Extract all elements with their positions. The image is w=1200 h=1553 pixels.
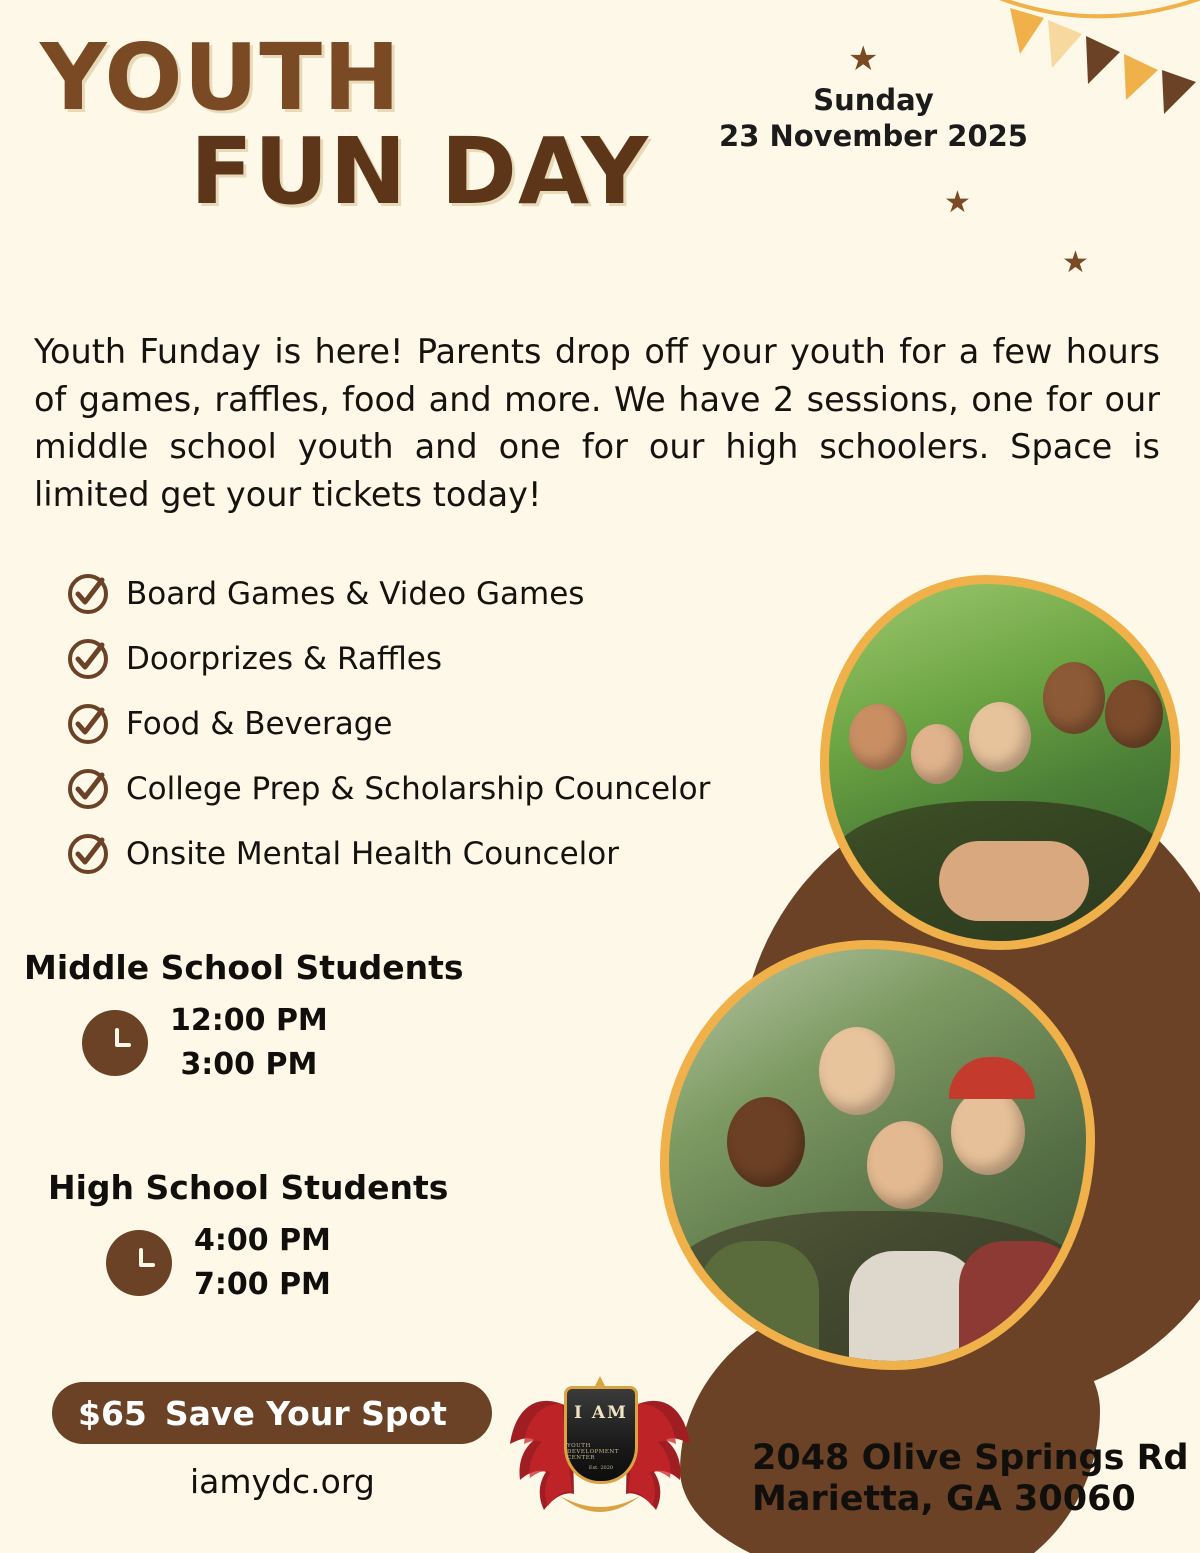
clock-icon (106, 1230, 172, 1296)
website-link[interactable]: iamydc.org (190, 1462, 375, 1501)
logo-subtitle: YOUTH DEVELOPMENT CENTER (567, 1443, 619, 1461)
clock-icon (82, 1010, 148, 1076)
feature-label: College Prep & Scholarship Councelor (126, 771, 711, 807)
feature-label: Doorprizes & Raffles (126, 641, 443, 677)
cta-label: Save Your Spot (164, 1393, 447, 1433)
session-start-time: 4:00 PM (194, 1223, 331, 1258)
crest-shield (564, 1386, 638, 1484)
logo-initials: I AM (574, 1403, 628, 1423)
intro-paragraph: Youth Funday is here! Parents drop off your youth for a few hours of games, raffles, food and more. We have 2 sessions, one for our middle school youth and one for our high schoolers. Space is limited get your tickets today! (34, 332, 1160, 514)
list-item (66, 702, 710, 746)
logo-established: Est. 2020 (588, 1465, 614, 1471)
event-date-full: 23 November 2025 (719, 119, 1028, 154)
list-item (66, 572, 710, 616)
check-circle-icon (66, 637, 110, 681)
event-date (719, 82, 1028, 155)
flyer-title (40, 24, 649, 226)
session-title: High School Students (48, 1168, 449, 1207)
feature-list (66, 572, 710, 897)
session-middle-school (24, 948, 464, 1086)
venue-address (752, 1438, 1189, 1521)
check-circle-icon (66, 832, 110, 876)
title-line-2: FUN DAY (190, 118, 649, 226)
list-item (66, 832, 710, 876)
check-circle-icon (66, 572, 110, 616)
feature-label: Food & Beverage (126, 706, 393, 742)
photo-teens-group (660, 940, 1095, 1370)
star-icon: ★ (1062, 245, 1089, 280)
list-item (66, 637, 710, 681)
session-title: Middle School Students (24, 948, 464, 987)
photo-children-hands-together (820, 575, 1180, 950)
session-start-time: 12:00 PM (170, 1003, 328, 1038)
star-icon: ★ (848, 39, 879, 79)
event-day: Sunday (813, 83, 934, 117)
address-line-1: 2048 Olive Springs Rd (752, 1438, 1189, 1478)
session-end-time: 3:00 PM (180, 1046, 318, 1082)
check-circle-icon (66, 767, 110, 811)
save-your-spot-button[interactable] (52, 1382, 492, 1444)
session-high-school (48, 1168, 448, 1306)
star-icon: ★ (944, 185, 971, 220)
price-label: $65 (78, 1393, 147, 1433)
feature-label: Board Games & Video Games (126, 576, 585, 612)
list-item (66, 767, 710, 811)
feature-label: Onsite Mental Health Councelor (126, 836, 619, 872)
session-end-time: 7:00 PM (194, 1266, 331, 1302)
check-circle-icon (66, 702, 110, 746)
title-line-1: YOUTH (40, 24, 402, 131)
organization-logo (500, 1358, 700, 1543)
address-line-2: Marietta, GA 30060 (752, 1479, 1136, 1520)
